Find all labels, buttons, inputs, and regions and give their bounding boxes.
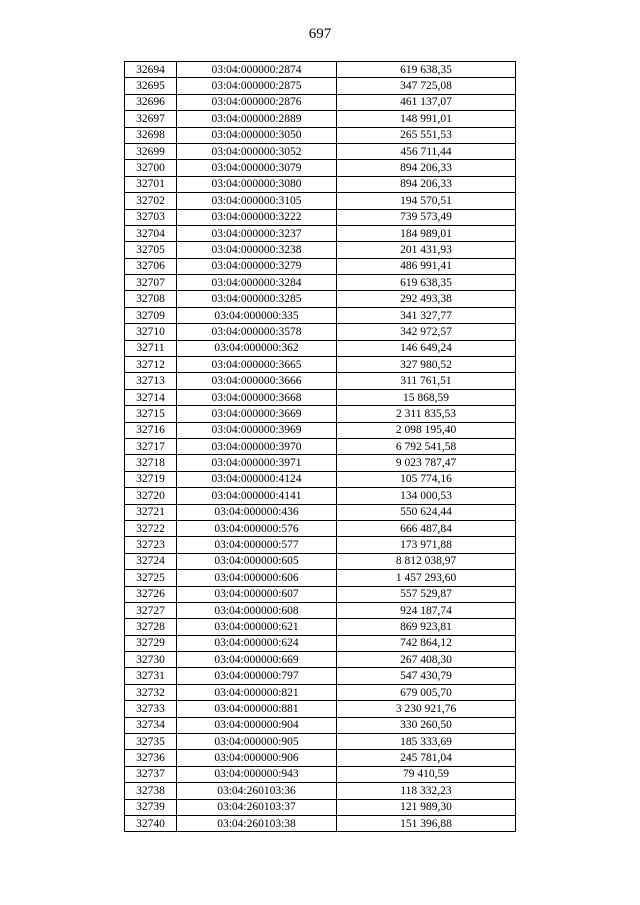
cadastral-value-cell: 121 989,30 [337, 799, 516, 815]
row-number-cell: 32718 [125, 455, 177, 471]
cadastral-number-cell: 03:04:000000:3970 [177, 438, 337, 454]
cadastral-value-cell: 327 980,52 [337, 357, 516, 373]
row-number-cell: 32733 [125, 701, 177, 717]
cadastral-number-cell: 03:04:000000:904 [177, 717, 337, 733]
row-number-cell: 32729 [125, 635, 177, 651]
row-number-cell: 32699 [125, 143, 177, 159]
cadastral-value-cell: 201 431,93 [337, 242, 516, 258]
table-row [125, 193, 516, 209]
cadastral-value-cell: 619 638,35 [337, 275, 516, 291]
row-number-cell: 32717 [125, 438, 177, 454]
row-number-cell: 32722 [125, 520, 177, 536]
row-number-cell: 32726 [125, 586, 177, 602]
cadastral-value-cell: 118 332,23 [337, 783, 516, 799]
cadastral-value-cell: 456 711,44 [337, 143, 516, 159]
cadastral-number-cell: 03:04:000000:3666 [177, 373, 337, 389]
table-row [125, 406, 516, 422]
row-number-cell: 32701 [125, 176, 177, 192]
table-row [125, 94, 516, 110]
table-row [125, 750, 516, 766]
row-number-cell: 32704 [125, 225, 177, 241]
cadastral-value-cell: 148 991,01 [337, 111, 516, 127]
table-row [125, 586, 516, 602]
table-row [125, 455, 516, 471]
cadastral-value-cell: 6 792 541,58 [337, 438, 516, 454]
cadastral-number-cell: 03:04:000000:624 [177, 635, 337, 651]
table-row [125, 307, 516, 323]
cadastral-number-cell: 03:04:000000:607 [177, 586, 337, 602]
cadastral-number-cell: 03:04:000000:362 [177, 340, 337, 356]
cadastral-number-cell: 03:04:000000:881 [177, 701, 337, 717]
cadastral-number-cell: 03:04:000000:3668 [177, 389, 337, 405]
cadastral-value-cell: 185 333,69 [337, 734, 516, 750]
table-row [125, 340, 516, 356]
cadastral-number-cell: 03:04:000000:3052 [177, 143, 337, 159]
cadastral-value-cell: 173 971,88 [337, 537, 516, 553]
cadastral-value-cell: 924 187,74 [337, 602, 516, 618]
row-number-cell: 32740 [125, 815, 177, 831]
cadastral-number-cell: 03:04:000000:3578 [177, 324, 337, 340]
cadastral-number-cell: 03:04:000000:3969 [177, 422, 337, 438]
cadastral-value-cell: 341 327,77 [337, 307, 516, 323]
table-row [125, 553, 516, 569]
row-number-cell: 32725 [125, 570, 177, 586]
cadastral-number-cell: 03:04:000000:576 [177, 520, 337, 536]
cadastral-number-cell: 03:04:000000:3284 [177, 275, 337, 291]
table-row [125, 357, 516, 373]
row-number-cell: 32719 [125, 471, 177, 487]
cadastral-value-cell: 739 573,49 [337, 209, 516, 225]
cadastral-value-cell: 194 570,51 [337, 193, 516, 209]
row-number-cell: 32736 [125, 750, 177, 766]
table-row [125, 143, 516, 159]
cadastral-number-cell: 03:04:000000:3050 [177, 127, 337, 143]
table-row [125, 209, 516, 225]
table-row [125, 176, 516, 192]
cadastral-value-cell: 146 649,24 [337, 340, 516, 356]
table-row [125, 258, 516, 274]
table-row [125, 160, 516, 176]
cadastral-value-cell: 184 989,01 [337, 225, 516, 241]
cadastral-value-cell: 245 781,04 [337, 750, 516, 766]
cadastral-number-cell: 03:04:000000:3279 [177, 258, 337, 274]
cadastral-number-cell: 03:04:000000:3237 [177, 225, 337, 241]
table-row [125, 668, 516, 684]
table-row [125, 701, 516, 717]
cadastral-number-cell: 03:04:000000:621 [177, 619, 337, 635]
cadastral-number-cell: 03:04:000000:2874 [177, 62, 337, 78]
table-row [125, 537, 516, 553]
row-number-cell: 32714 [125, 389, 177, 405]
cadastral-number-cell: 03:04:000000:3971 [177, 455, 337, 471]
table-row [125, 324, 516, 340]
table-row [125, 799, 516, 815]
cadastral-number-cell: 03:04:000000:2875 [177, 78, 337, 94]
table-row [125, 619, 516, 635]
table-row [125, 438, 516, 454]
row-number-cell: 32721 [125, 504, 177, 520]
cadastral-number-cell: 03:04:000000:577 [177, 537, 337, 553]
row-number-cell: 32720 [125, 488, 177, 504]
cadastral-value-cell: 292 493,38 [337, 291, 516, 307]
row-number-cell: 32700 [125, 160, 177, 176]
cadastral-value-cell: 151 396,88 [337, 815, 516, 831]
cadastral-number-cell: 03:04:260103:37 [177, 799, 337, 815]
cadastral-number-cell: 03:04:000000:821 [177, 684, 337, 700]
row-number-cell: 32710 [125, 324, 177, 340]
row-number-cell: 32711 [125, 340, 177, 356]
cadastral-value-cell: 265 551,53 [337, 127, 516, 143]
row-number-cell: 32731 [125, 668, 177, 684]
cadastral-value-cell: 547 430,79 [337, 668, 516, 684]
cadastral-value-cell: 79 410,59 [337, 766, 516, 782]
cadastral-number-cell: 03:04:000000:4124 [177, 471, 337, 487]
row-number-cell: 32712 [125, 357, 177, 373]
table-row [125, 111, 516, 127]
cadastral-value-cell: 311 761,51 [337, 373, 516, 389]
cadastral-value-cell: 557 529,87 [337, 586, 516, 602]
row-number-cell: 32737 [125, 766, 177, 782]
cadastral-value-cell: 1 457 293,60 [337, 570, 516, 586]
cadastral-value-cell: 15 868,59 [337, 389, 516, 405]
row-number-cell: 32696 [125, 94, 177, 110]
row-number-cell: 32708 [125, 291, 177, 307]
cadastral-number-cell: 03:04:000000:335 [177, 307, 337, 323]
cadastral-value-cell: 550 624,44 [337, 504, 516, 520]
table-row [125, 570, 516, 586]
cadastral-value-cell: 2 311 835,53 [337, 406, 516, 422]
cadastral-value-cell: 8 812 038,97 [337, 553, 516, 569]
table-row [125, 504, 516, 520]
row-number-cell: 32728 [125, 619, 177, 635]
row-number-cell: 32709 [125, 307, 177, 323]
cadastral-number-cell: 03:04:260103:38 [177, 815, 337, 831]
cadastral-value-cell: 3 230 921,76 [337, 701, 516, 717]
row-number-cell: 32703 [125, 209, 177, 225]
table-row [125, 78, 516, 94]
row-number-cell: 32724 [125, 553, 177, 569]
cadastral-number-cell: 03:04:000000:2889 [177, 111, 337, 127]
row-number-cell: 32723 [125, 537, 177, 553]
cadastral-value-cell: 267 408,30 [337, 652, 516, 668]
row-number-cell: 32713 [125, 373, 177, 389]
cadastral-number-cell: 03:04:000000:669 [177, 652, 337, 668]
row-number-cell: 32716 [125, 422, 177, 438]
cadastral-number-cell: 03:04:000000:4141 [177, 488, 337, 504]
cadastral-number-cell: 03:04:000000:605 [177, 553, 337, 569]
table-row [125, 815, 516, 831]
table-row [125, 602, 516, 618]
row-number-cell: 32730 [125, 652, 177, 668]
table-row [125, 734, 516, 750]
cadastral-number-cell: 03:04:000000:906 [177, 750, 337, 766]
table-row [125, 471, 516, 487]
cadastral-value-cell: 894 206,33 [337, 160, 516, 176]
cadastral-value-table [124, 61, 516, 832]
cadastral-value-cell: 134 000,53 [337, 488, 516, 504]
cadastral-value-cell: 619 638,35 [337, 62, 516, 78]
cadastral-value-cell: 486 991,41 [337, 258, 516, 274]
table-row [125, 422, 516, 438]
row-number-cell: 32715 [125, 406, 177, 422]
cadastral-value-cell: 347 725,08 [337, 78, 516, 94]
cadastral-value-cell: 105 774,16 [337, 471, 516, 487]
table-row [125, 652, 516, 668]
cadastral-number-cell: 03:04:000000:3105 [177, 193, 337, 209]
table-row [125, 389, 516, 405]
cadastral-number-cell: 03:04:000000:3222 [177, 209, 337, 225]
cadastral-value-cell: 742 864,12 [337, 635, 516, 651]
page-number: 697 [308, 26, 332, 42]
row-number-cell: 32732 [125, 684, 177, 700]
cadastral-value-cell: 9 023 787,47 [337, 455, 516, 471]
table-row [125, 717, 516, 733]
cadastral-value-cell: 869 923,81 [337, 619, 516, 635]
cadastral-number-cell: 03:04:000000:2876 [177, 94, 337, 110]
cadastral-value-cell: 894 206,33 [337, 176, 516, 192]
cadastral-value-cell: 330 260,50 [337, 717, 516, 733]
row-number-cell: 32695 [125, 78, 177, 94]
table-row [125, 684, 516, 700]
cadastral-number-cell: 03:04:000000:797 [177, 668, 337, 684]
cadastral-number-cell: 03:04:000000:905 [177, 734, 337, 750]
row-number-cell: 32727 [125, 602, 177, 618]
cadastral-value-cell: 666 487,84 [337, 520, 516, 536]
table-row [125, 766, 516, 782]
row-number-cell: 32707 [125, 275, 177, 291]
table-row [125, 291, 516, 307]
cadastral-number-cell: 03:04:000000:606 [177, 570, 337, 586]
cadastral-number-cell: 03:04:000000:436 [177, 504, 337, 520]
cadastral-number-cell: 03:04:000000:943 [177, 766, 337, 782]
row-number-cell: 32735 [125, 734, 177, 750]
cadastral-value-cell: 2 098 195,40 [337, 422, 516, 438]
table-row [125, 520, 516, 536]
cadastral-number-cell: 03:04:000000:3080 [177, 176, 337, 192]
table-row [125, 225, 516, 241]
cadastral-value-cell: 461 137,07 [337, 94, 516, 110]
cadastral-number-cell: 03:04:000000:3238 [177, 242, 337, 258]
cadastral-value-cell: 679 005,70 [337, 684, 516, 700]
cadastral-number-cell: 03:04:000000:3665 [177, 357, 337, 373]
table-row [125, 373, 516, 389]
cadastral-number-cell: 03:04:260103:36 [177, 783, 337, 799]
row-number-cell: 32706 [125, 258, 177, 274]
table-row [125, 635, 516, 651]
cadastral-number-cell: 03:04:000000:3079 [177, 160, 337, 176]
table-row [125, 488, 516, 504]
row-number-cell: 32739 [125, 799, 177, 815]
table-row [125, 127, 516, 143]
table-row [125, 783, 516, 799]
cadastral-value-cell: 342 972,57 [337, 324, 516, 340]
table-row [125, 62, 516, 78]
cadastral-number-cell: 03:04:000000:3669 [177, 406, 337, 422]
cadastral-number-cell: 03:04:000000:608 [177, 602, 337, 618]
row-number-cell: 32738 [125, 783, 177, 799]
row-number-cell: 32694 [125, 62, 177, 78]
table-row [125, 275, 516, 291]
row-number-cell: 32698 [125, 127, 177, 143]
row-number-cell: 32697 [125, 111, 177, 127]
row-number-cell: 32705 [125, 242, 177, 258]
table-row [125, 242, 516, 258]
row-number-cell: 32702 [125, 193, 177, 209]
cadastral-number-cell: 03:04:000000:3285 [177, 291, 337, 307]
row-number-cell: 32734 [125, 717, 177, 733]
